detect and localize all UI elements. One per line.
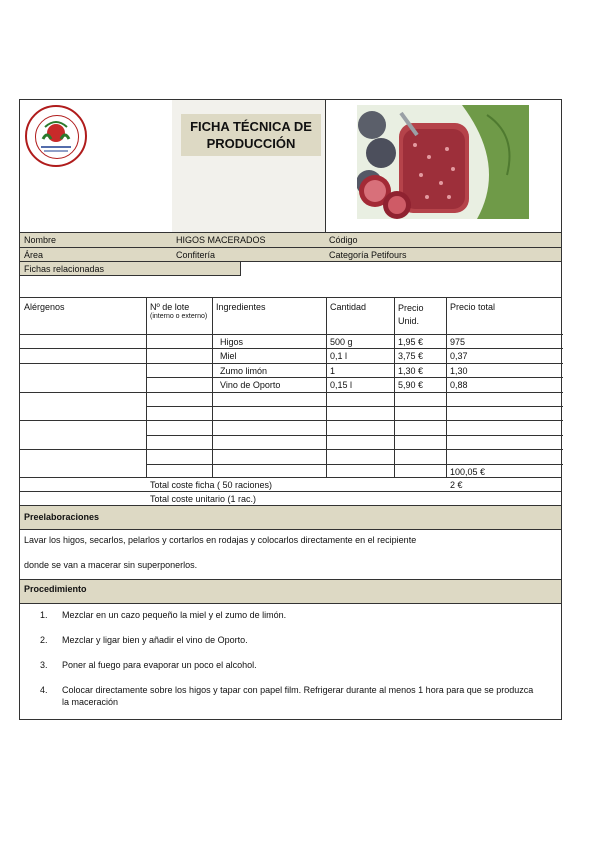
sum-total-cell: 100,05 € bbox=[450, 467, 486, 477]
cantidad-cell: 1 bbox=[330, 366, 336, 376]
header-lote-sub: (interno o externo) bbox=[150, 313, 208, 320]
ingredient-cell: Zumo limón bbox=[220, 366, 268, 376]
area-row bbox=[19, 247, 562, 261]
figs-photo bbox=[357, 105, 529, 219]
precio-total-cell: 1,30 bbox=[450, 366, 468, 376]
header-cantidad: Cantidad bbox=[330, 302, 367, 312]
coste-ficha-row bbox=[19, 477, 562, 491]
procedimiento-heading-row bbox=[19, 579, 562, 603]
ingredient-cell: Higos bbox=[220, 337, 244, 347]
cantidad-cell: 500 g bbox=[330, 337, 353, 347]
preelaboraciones-heading-row bbox=[19, 505, 562, 529]
ingredient-cell: Vino de Oporto bbox=[220, 380, 281, 390]
nombre-value: HIGOS MACERADOS bbox=[176, 235, 266, 245]
header-ingredientes: Ingredientes bbox=[216, 302, 266, 312]
logo-cell bbox=[20, 100, 173, 233]
area-label: Área bbox=[24, 250, 44, 260]
coste-ficha-label: Total coste ficha ( 50 raciones) bbox=[150, 480, 273, 490]
coste-unitario-label: Total coste unitario (1 rac.) bbox=[150, 494, 257, 504]
ingredients-table bbox=[19, 297, 562, 477]
procedimiento-body bbox=[19, 603, 562, 720]
emblem-icon bbox=[25, 105, 87, 167]
header-row bbox=[19, 99, 562, 232]
step-number: 4. bbox=[40, 685, 48, 695]
header-alergenos: Alérgenos bbox=[24, 302, 65, 312]
coste-ficha-value: 2 € bbox=[450, 480, 463, 490]
step-number: 1. bbox=[40, 610, 48, 620]
step-text: Mezclar en un cazo pequeño la miel y el zumo de limón. bbox=[62, 610, 287, 620]
step-text: Poner al fuego para evaporar un poco el alcohol. bbox=[62, 660, 257, 670]
fichas-label: Fichas relacionadas bbox=[20, 262, 241, 276]
nombre-row bbox=[19, 232, 562, 247]
precio-total-cell: 0,88 bbox=[450, 380, 468, 390]
step-number: 2. bbox=[40, 635, 48, 645]
preelaboraciones-heading: Preelaboraciones bbox=[24, 512, 100, 522]
school-logo bbox=[25, 105, 87, 167]
preelaboraciones-line-2: donde se van a macerar sin superponerlos. bbox=[24, 560, 198, 570]
precio-unid-cell: 1,95 € bbox=[398, 337, 424, 347]
preelaboraciones-line-1: Lavar los higos, secarlos, pelarlos y cortarlos en rodajas y colocarlos directamente en el recipiente bbox=[24, 535, 417, 545]
step-text: Colocar directamente sobre los higos y tapar con papel film. Refrigerar durante al menos 1 hora para que se produzca la maceración bbox=[62, 685, 534, 707]
cantidad-cell: 0,1 l bbox=[330, 351, 348, 361]
coste-unitario-row bbox=[19, 491, 562, 505]
step-text: Mezclar y ligar bien y añadir el vino de Oporto. bbox=[62, 635, 248, 645]
header-lote: Nº de lote bbox=[150, 302, 190, 312]
preelaboraciones-body bbox=[19, 529, 562, 579]
categoria-label: Categoría Petifours bbox=[329, 250, 407, 260]
precio-unid-cell: 5,90 € bbox=[398, 380, 424, 390]
ingredient-cell: Miel bbox=[220, 351, 237, 361]
codigo-label: Código bbox=[329, 235, 358, 245]
area-value: Confitería bbox=[176, 250, 216, 260]
precio-total-cell: 0,37 bbox=[450, 351, 468, 361]
precio-unid-cell: 1,30 € bbox=[398, 366, 424, 376]
photo-cell bbox=[325, 100, 562, 233]
header-precio-total: Precio total bbox=[450, 302, 496, 312]
fichas-row bbox=[19, 261, 562, 297]
cantidad-cell: 0,15 l bbox=[330, 380, 353, 390]
page-title: FICHA TÉCNICA DE PRODUCCIÓN bbox=[181, 114, 321, 156]
title-cell bbox=[172, 100, 326, 233]
step-number: 3. bbox=[40, 660, 48, 670]
procedimiento-heading: Procedimiento bbox=[24, 584, 87, 594]
precio-total-cell: 975 bbox=[450, 337, 466, 347]
header-precio-unid: Precio Unid. bbox=[398, 303, 424, 326]
precio-unid-cell: 3,75 € bbox=[398, 351, 424, 361]
nombre-label: Nombre bbox=[24, 235, 57, 245]
